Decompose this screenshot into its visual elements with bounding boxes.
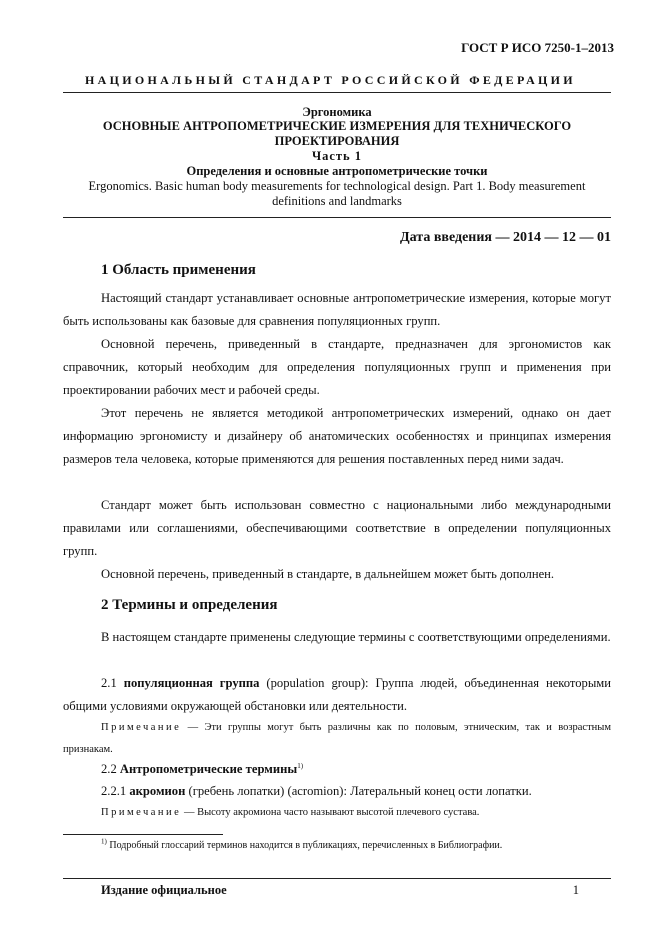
edition-label: Издание официальное bbox=[101, 883, 227, 897]
title-divider bbox=[63, 217, 611, 218]
intro-date: Дата введения — 2014 — 12 — 01 bbox=[400, 230, 611, 245]
term-2-1-number: 2.1 bbox=[101, 676, 117, 690]
term-2-1-definition: (population group): Группа людей, объединенная некоторыми общими условиями окружающей обстановки или деятельности. bbox=[63, 676, 611, 713]
subsection-2-2 bbox=[63, 758, 611, 781]
section1-heading: 1 Область применения bbox=[101, 262, 256, 278]
note-1 bbox=[63, 717, 611, 761]
footnote-divider bbox=[63, 834, 223, 835]
footnote-marker: 1) bbox=[101, 837, 107, 846]
title-main: ОСНОВНЫЕ АНТРОПОМЕТРИЧЕСКИЕ ИЗМЕРЕНИЯ ДЛЯ ТЕХНИЧЕСКОГО ПРОЕКТИРОВАНИЯ bbox=[102, 119, 572, 148]
standard-code: ГОСТ Р ИСО 7250-1–2013 bbox=[461, 40, 614, 55]
title-subtitle: Определения и основные антропометрические точки bbox=[186, 164, 488, 178]
section1-paragraph-2: Основной перечень, приведенный в стандарте, предназначен для эргономистов как справочник, который необходим для определения популяционных групп и применения при проектировании рабочих мест и рабочей среды. bbox=[63, 337, 611, 397]
section2-heading: 2 Термины и определения bbox=[101, 597, 278, 613]
note-2 bbox=[63, 802, 611, 824]
subsection-2-2-title: Антропометрические термины bbox=[119, 762, 298, 776]
section1-paragraph-3: Этот перечень не является методикой антропометрических измерений, однако он дает информацию эргономисту и дизайнеру об анатомических особенностях и принципах измерения размеров тела человека, которые применяются для решения поставленных перед ними задач. bbox=[63, 406, 611, 466]
section1-paragraph-1: Настоящий стандарт устанавливает основные антропометрические измерения, которые могут быть использованы как базовые для сравнения популяционных групп. bbox=[63, 291, 611, 328]
page-number: 1 bbox=[572, 883, 579, 897]
note-2-text: — Высоту акромиона часто называют высотой плечевого сустава. bbox=[183, 807, 480, 818]
term-2-1 bbox=[63, 672, 611, 718]
header-divider bbox=[63, 92, 611, 93]
title-part: Часть 1 bbox=[311, 149, 363, 163]
subsection-2-2-number: 2.2 bbox=[101, 762, 117, 776]
footnote bbox=[101, 837, 503, 851]
term-2-2-1-definition: (гребень лопатки) (acromion): Латеральный конец ости лопатки. bbox=[188, 784, 532, 798]
note-1-label: Примечание bbox=[101, 722, 182, 733]
national-standard-title: НАЦИОНАЛЬНЫЙ СТАНДАРТ РОССИЙСКОЙ ФЕДЕРАЦИИ bbox=[85, 73, 576, 87]
title-topic: Эргономика bbox=[302, 105, 372, 119]
term-2-1-term: популяционная группа bbox=[123, 676, 260, 690]
section2-intro: В настоящем стандарте применены следующие термины с соответствующими определениями. bbox=[101, 630, 611, 644]
footnote-text: Подробный глоссарий терминов находится в публикациях, перечисленных в Библиографии. bbox=[109, 840, 503, 851]
term-2-2-1 bbox=[63, 780, 611, 803]
term-2-2-1-term: акромион bbox=[129, 784, 186, 798]
title-english: Ergonomics. Basic human body measurements for technological design. Part 1. Body measurement definitions and landmarks bbox=[88, 179, 586, 208]
section1-paragraph-4: Стандарт может быть использован совместно с национальными либо международными правилами или соглашениями, обеспечивающими соответствие в определении популяционных групп. bbox=[63, 498, 611, 558]
term-2-2-1-number: 2.2.1 bbox=[101, 784, 127, 798]
section1-paragraph-5: Основной перечень, приведенный в стандарте, в дальнейшем может быть дополнен. bbox=[101, 567, 555, 581]
footer-divider bbox=[63, 878, 611, 879]
footnote-ref: 1) bbox=[297, 761, 304, 770]
note-1-text: — Эти группы могут быть различны как по половым, этническим, так и возрастным признакам. bbox=[63, 722, 611, 755]
note-2-label: Примечание bbox=[101, 807, 182, 818]
